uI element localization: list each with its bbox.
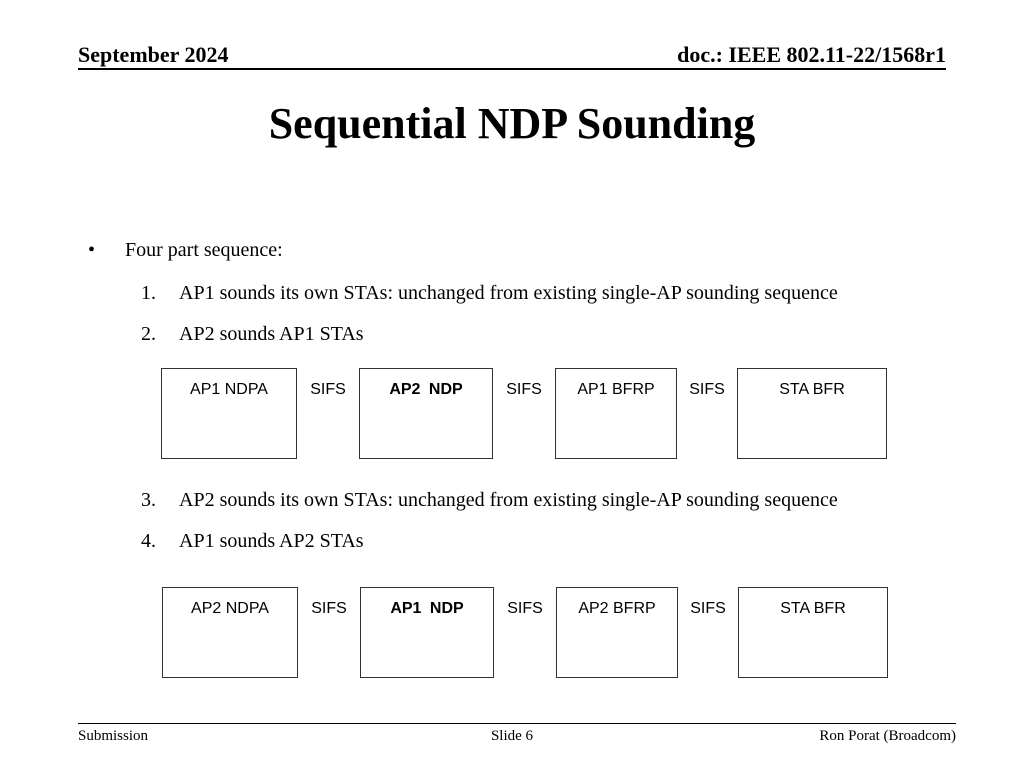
slide-title: Sequential NDP Sounding <box>268 99 756 148</box>
footer-author: Ron Porat (Broadcom) <box>819 728 956 744</box>
sifs-label: SIFS <box>506 381 542 398</box>
sifs-label: SIFS <box>310 381 346 398</box>
footer-slide-number: Slide 6 <box>490 728 534 744</box>
item-number: 1. <box>141 282 156 304</box>
header-doc-id: doc.: IEEE 802.11-22/1568r1 <box>677 42 946 67</box>
footer-divider <box>78 723 956 724</box>
item-number: 4. <box>141 530 156 552</box>
item-text: AP2 sounds its own STAs: unchanged from existing single-AP sounding sequence <box>179 489 838 511</box>
frame-box: AP1 BFRP <box>555 368 677 459</box>
item-number: 3. <box>141 489 156 511</box>
sifs-label: SIFS <box>690 600 726 617</box>
item-text: AP2 sounds AP1 STAs <box>179 323 364 345</box>
bullet-icon: • <box>88 239 96 261</box>
item-text: AP1 sounds its own STAs: unchanged from existing single-AP sounding sequence <box>179 282 838 304</box>
frame-box: STA BFR <box>738 587 888 678</box>
frame-box: AP2 BFRP <box>556 587 678 678</box>
frame-box: AP2 NDPA <box>162 587 298 678</box>
frame-box: AP1 NDP <box>360 587 494 678</box>
sifs-label: SIFS <box>311 600 347 617</box>
header-date: September 2024 <box>78 42 229 67</box>
footer-submission: Submission <box>78 728 149 744</box>
item-number: 2. <box>141 323 156 345</box>
sifs-label: SIFS <box>689 381 725 398</box>
frame-box: STA BFR <box>737 368 887 459</box>
frame-box: AP1 NDPA <box>161 368 297 459</box>
frame-box: AP2 NDP <box>359 368 493 459</box>
bullet-text: Four part sequence: <box>125 239 283 261</box>
item-text: AP1 sounds AP2 STAs <box>179 530 364 552</box>
header-divider <box>78 68 946 70</box>
sifs-label: SIFS <box>507 600 543 617</box>
